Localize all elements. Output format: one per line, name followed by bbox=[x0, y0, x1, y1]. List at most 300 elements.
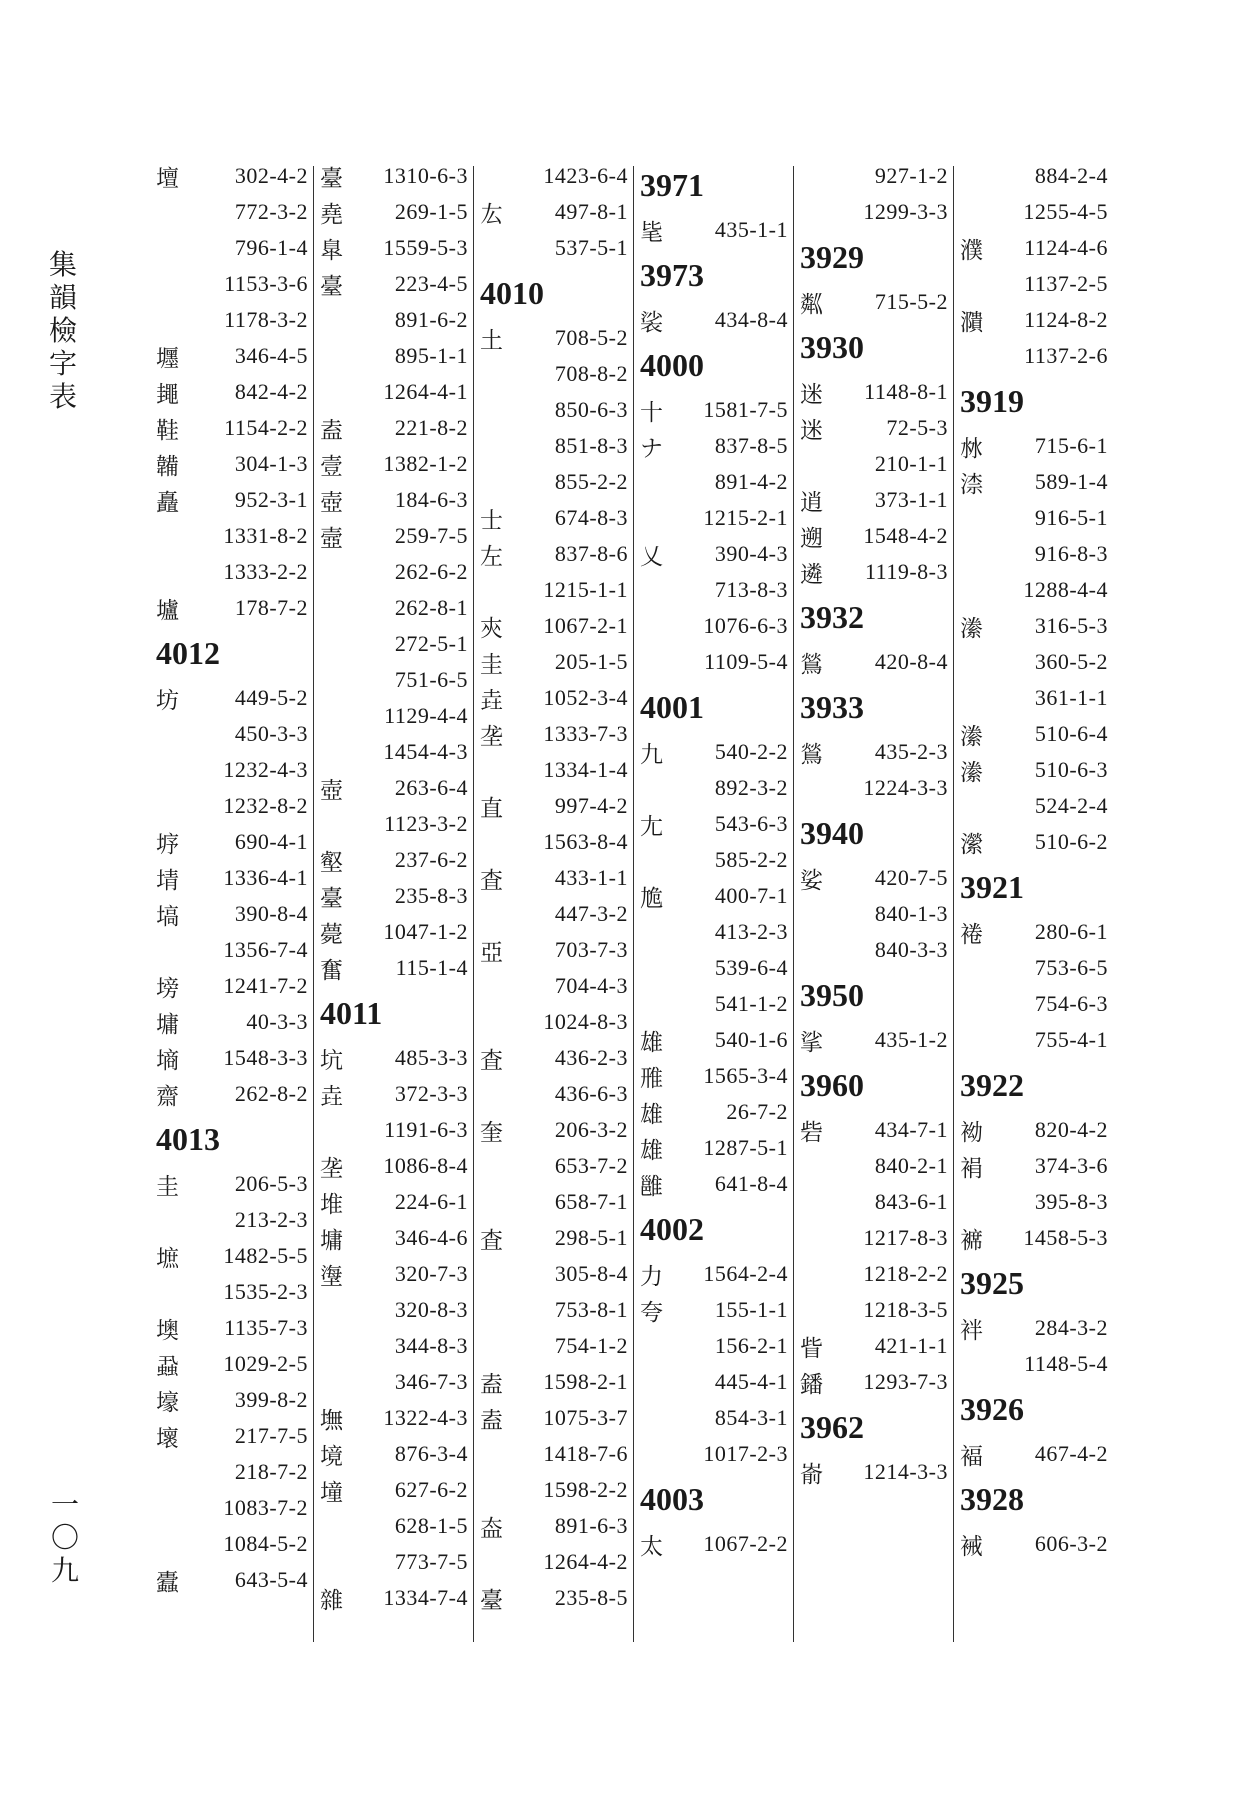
entry-character: 迷 bbox=[800, 381, 823, 408]
entry-character: 埥 bbox=[156, 867, 179, 894]
index-entry bbox=[320, 1256, 470, 1292]
entry-character: 壥 bbox=[156, 345, 179, 372]
index-entry bbox=[800, 860, 950, 896]
entry-character: 尢 bbox=[640, 813, 663, 840]
entry-reference: 1148-8-1 bbox=[864, 379, 948, 404]
entry-character: 墥 bbox=[320, 1479, 343, 1506]
entry-reference: 837-8-6 bbox=[554, 541, 628, 566]
index-entry bbox=[640, 1256, 790, 1292]
index-entry bbox=[156, 518, 310, 554]
entry-character: 臺 bbox=[320, 885, 343, 912]
entry-reference: 892-3-2 bbox=[714, 775, 788, 800]
section-heading: 3919 bbox=[960, 382, 1024, 419]
entry-reference: 320-8-3 bbox=[394, 1297, 468, 1322]
entry-reference: 420-7-5 bbox=[874, 865, 948, 890]
entry-reference: 524-2-4 bbox=[1034, 793, 1108, 818]
index-entry bbox=[480, 536, 630, 572]
entry-character: 太 bbox=[640, 1533, 663, 1560]
entry-character: 垿 bbox=[156, 831, 179, 858]
index-entry bbox=[320, 302, 470, 338]
entry-reference: 1333-2-2 bbox=[223, 559, 308, 584]
index-entry bbox=[800, 446, 950, 482]
entry-character: 墉 bbox=[156, 1011, 179, 1038]
index-entry bbox=[320, 446, 470, 482]
index-entry bbox=[320, 1328, 470, 1364]
index-entry bbox=[800, 284, 950, 320]
page-number: 一〇九 bbox=[50, 1488, 79, 1587]
index-entry bbox=[320, 482, 470, 518]
index-entry bbox=[480, 572, 630, 608]
entry-reference: 1148-5-4 bbox=[1024, 1351, 1108, 1376]
entry-reference: 436-2-3 bbox=[554, 1045, 628, 1070]
entry-reference: 1565-3-4 bbox=[703, 1063, 788, 1088]
entry-character: 査 bbox=[480, 1047, 503, 1074]
index-entry bbox=[320, 230, 470, 266]
entry-reference: 433-1-1 bbox=[554, 865, 628, 890]
entry-reference: 589-1-4 bbox=[1034, 469, 1108, 494]
entry-reference: 305-8-4 bbox=[554, 1261, 628, 1286]
entry-reference: 72-5-3 bbox=[886, 415, 948, 440]
section-heading: 3973 bbox=[640, 256, 704, 293]
entry-character: 乂 bbox=[640, 543, 663, 570]
index-entry bbox=[480, 356, 630, 392]
index-entry bbox=[480, 464, 630, 500]
entry-reference: 754-1-2 bbox=[554, 1333, 628, 1358]
index-entry bbox=[640, 986, 790, 1022]
entry-reference: 1264-4-1 bbox=[383, 379, 468, 404]
index-entry bbox=[640, 500, 790, 536]
entry-character: 㚒 bbox=[480, 615, 503, 642]
entry-character: 垚 bbox=[320, 1083, 343, 1110]
entry-reference: 1482-5-5 bbox=[223, 1243, 308, 1268]
entry-reference: 1535-2-3 bbox=[223, 1279, 308, 1304]
entry-character: 鶑 bbox=[800, 651, 823, 678]
entry-reference: 850-6-3 bbox=[554, 397, 628, 422]
entry-character: 壼 bbox=[320, 525, 343, 552]
index-entry bbox=[156, 230, 310, 266]
index-entry bbox=[320, 1040, 470, 1076]
index-entry bbox=[320, 698, 470, 734]
entry-reference: 1086-8-4 bbox=[383, 1153, 468, 1178]
entry-reference: 449-5-2 bbox=[234, 685, 308, 710]
entry-character: 盍 bbox=[480, 1371, 503, 1398]
entry-character: 瀠 bbox=[960, 831, 983, 858]
entry-character: 雄 bbox=[640, 1101, 663, 1128]
section-heading: 4011 bbox=[320, 994, 383, 1031]
entry-reference: 178-7-2 bbox=[234, 595, 308, 620]
index-entry bbox=[156, 302, 310, 338]
entry-reference: 843-6-1 bbox=[874, 1189, 948, 1214]
entry-reference: 298-5-1 bbox=[554, 1225, 628, 1250]
entry-reference: 420-8-4 bbox=[874, 649, 948, 674]
entry-reference: 115-1-4 bbox=[395, 955, 468, 980]
entry-character: 盍 bbox=[320, 417, 343, 444]
index-entry bbox=[480, 428, 630, 464]
index-entry bbox=[320, 1112, 470, 1148]
index-entry bbox=[480, 1580, 630, 1616]
index-entry bbox=[320, 194, 470, 230]
entry-character: 尯 bbox=[640, 885, 663, 912]
entry-reference: 1336-4-1 bbox=[223, 865, 308, 890]
entry-reference: 1123-3-2 bbox=[384, 811, 468, 836]
entry-reference: 895-1-1 bbox=[394, 343, 468, 368]
index-entry bbox=[960, 302, 1110, 338]
entry-character: 壚 bbox=[156, 597, 179, 624]
entry-character: 厷 bbox=[480, 201, 503, 228]
entry-character: 挲 bbox=[800, 1029, 823, 1056]
entry-reference: 1310-6-3 bbox=[383, 163, 468, 188]
index-entry bbox=[320, 410, 470, 446]
entry-reference: 754-6-3 bbox=[1034, 991, 1108, 1016]
entry-reference: 796-1-4 bbox=[234, 235, 308, 260]
entry-reference: 223-4-5 bbox=[394, 271, 468, 296]
entry-reference: 390-8-4 bbox=[234, 901, 308, 926]
index-entry bbox=[960, 680, 1110, 716]
section-heading: 4003 bbox=[640, 1480, 704, 1517]
index-entry bbox=[480, 1112, 630, 1148]
index-entry bbox=[480, 1040, 630, 1076]
entry-character: 齋 bbox=[156, 1083, 179, 1110]
entry-reference: 1322-4-3 bbox=[383, 1405, 468, 1430]
index-entry bbox=[640, 1400, 790, 1436]
index-entry bbox=[640, 842, 790, 878]
entry-reference: 1217-8-3 bbox=[863, 1225, 948, 1250]
entry-reference: 374-3-6 bbox=[1034, 1153, 1108, 1178]
entry-reference: 840-2-1 bbox=[874, 1153, 948, 1178]
index-entry bbox=[320, 518, 470, 554]
entry-character: 力 bbox=[640, 1263, 663, 1290]
index-entry bbox=[800, 518, 950, 554]
index-entry bbox=[320, 806, 470, 842]
index-entry bbox=[156, 788, 310, 824]
entry-character: 垄 bbox=[480, 723, 503, 750]
entry-reference: 1423-6-4 bbox=[543, 163, 628, 188]
entry-reference: 753-6-5 bbox=[1034, 955, 1108, 980]
entry-reference: 1129-4-4 bbox=[384, 703, 468, 728]
entry-character: 壹 bbox=[320, 453, 343, 480]
entry-reference: 540-2-2 bbox=[714, 739, 788, 764]
entry-reference: 262-6-2 bbox=[394, 559, 468, 584]
entry-reference: 1076-6-3 bbox=[703, 613, 788, 638]
entry-reference: 1047-1-2 bbox=[383, 919, 468, 944]
entry-reference: 1075-3-7 bbox=[543, 1405, 628, 1430]
index-entry bbox=[640, 1130, 790, 1166]
index-entry bbox=[320, 1508, 470, 1544]
entry-reference: 1024-8-3 bbox=[543, 1009, 628, 1034]
entry-character: 濻 bbox=[960, 309, 983, 336]
entry-character: 壺 bbox=[320, 489, 343, 516]
entry-reference: 755-4-1 bbox=[1034, 1027, 1108, 1052]
entry-character: 奎 bbox=[480, 1119, 503, 1146]
index-entry bbox=[480, 158, 630, 194]
index-entry bbox=[480, 896, 630, 932]
section-heading: 3929 bbox=[800, 238, 864, 275]
index-entry bbox=[320, 1544, 470, 1580]
entry-reference: 1119-8-3 bbox=[864, 559, 948, 584]
index-entry bbox=[960, 608, 1110, 644]
entry-reference: 541-1-2 bbox=[714, 991, 788, 1016]
entry-reference: 1232-4-3 bbox=[223, 757, 308, 782]
section-heading: 4000 bbox=[640, 346, 704, 383]
index-entry bbox=[320, 590, 470, 626]
entry-reference: 1215-1-1 bbox=[543, 577, 628, 602]
entry-reference: 1255-4-5 bbox=[1023, 199, 1108, 224]
entry-character: 坊 bbox=[156, 687, 179, 714]
entry-reference: 284-3-2 bbox=[1034, 1315, 1108, 1340]
entry-character: 壺 bbox=[320, 777, 343, 804]
entry-reference: 346-4-6 bbox=[394, 1225, 468, 1250]
entry-character: 堯 bbox=[320, 201, 343, 228]
entry-character: 臺 bbox=[320, 165, 343, 192]
entry-character: 袎 bbox=[960, 1119, 983, 1146]
entry-reference: 1232-8-2 bbox=[223, 793, 308, 818]
index-entry bbox=[800, 1256, 950, 1292]
index-entry bbox=[156, 1238, 310, 1274]
entry-character: 濮 bbox=[960, 237, 983, 264]
entry-reference: 708-5-2 bbox=[554, 325, 628, 350]
entry-character: 韛 bbox=[156, 453, 179, 480]
index-entry bbox=[800, 1220, 950, 1256]
index-entry bbox=[320, 1580, 470, 1616]
entry-reference: 510-6-3 bbox=[1034, 757, 1108, 782]
entry-reference: 280-6-1 bbox=[1034, 919, 1108, 944]
index-entry bbox=[960, 230, 1110, 266]
index-entry bbox=[480, 1544, 630, 1580]
entry-reference: 237-6-2 bbox=[394, 847, 468, 872]
entry-reference: 997-4-2 bbox=[554, 793, 628, 818]
index-entry bbox=[480, 392, 630, 428]
section-heading: 3950 bbox=[800, 976, 864, 1013]
index-entry bbox=[320, 1220, 470, 1256]
index-entry bbox=[800, 374, 950, 410]
entry-reference: 1564-2-4 bbox=[703, 1261, 788, 1286]
entry-reference: 213-2-3 bbox=[234, 1207, 308, 1232]
index-entry bbox=[156, 1310, 310, 1346]
entry-reference: 26-7-2 bbox=[726, 1099, 788, 1124]
entry-reference: 891-4-2 bbox=[714, 469, 788, 494]
entry-character: 夸 bbox=[640, 1299, 663, 1326]
entry-character: 鐇 bbox=[800, 1371, 823, 1398]
index-entry bbox=[480, 194, 630, 230]
index-entry bbox=[640, 392, 790, 428]
entry-reference: 916-8-3 bbox=[1034, 541, 1108, 566]
index-entry bbox=[480, 1472, 630, 1508]
entry-reference: 1333-7-3 bbox=[543, 721, 628, 746]
section-heading: 3930 bbox=[800, 328, 864, 365]
entry-reference: 539-6-4 bbox=[714, 955, 788, 980]
entry-reference: 1548-3-3 bbox=[223, 1045, 308, 1070]
entry-reference: 1214-3-3 bbox=[863, 1459, 948, 1484]
entry-reference: 1124-8-2 bbox=[1024, 307, 1108, 332]
index-entry bbox=[800, 554, 950, 590]
entry-reference: 184-6-3 bbox=[394, 487, 468, 512]
entry-reference: 436-6-3 bbox=[554, 1081, 628, 1106]
index-entry bbox=[480, 1400, 630, 1436]
entry-character: 盇 bbox=[480, 1515, 503, 1542]
index-entry bbox=[156, 716, 310, 752]
entry-character: 圭 bbox=[480, 651, 503, 678]
index-entry bbox=[156, 1562, 310, 1598]
entry-character: 査 bbox=[480, 867, 503, 894]
entry-reference: 1598-2-2 bbox=[543, 1477, 628, 1502]
index-entry bbox=[320, 842, 470, 878]
index-entry bbox=[960, 536, 1110, 572]
index-entry bbox=[480, 500, 630, 536]
index-entry bbox=[480, 932, 630, 968]
entry-reference: 434-8-4 bbox=[714, 307, 788, 332]
index-entry bbox=[480, 1328, 630, 1364]
entry-reference: 400-7-1 bbox=[714, 883, 788, 908]
index-entry bbox=[320, 1364, 470, 1400]
entry-reference: 641-8-4 bbox=[714, 1171, 788, 1196]
entry-reference: 155-1-1 bbox=[714, 1297, 788, 1322]
entry-reference: 891-6-2 bbox=[394, 307, 468, 332]
index-entry bbox=[156, 194, 310, 230]
index-column-4 bbox=[634, 158, 794, 1658]
entry-reference: 537-5-1 bbox=[554, 235, 628, 260]
entry-character: 迷 bbox=[800, 417, 823, 444]
entry-reference: 1241-7-2 bbox=[223, 973, 308, 998]
index-entry bbox=[156, 446, 310, 482]
index-entry bbox=[320, 554, 470, 590]
index-entry bbox=[640, 1292, 790, 1328]
entry-reference: 1559-5-3 bbox=[383, 235, 468, 260]
index-entry bbox=[480, 824, 630, 860]
entry-character: 遡 bbox=[800, 525, 823, 552]
index-entry bbox=[800, 896, 950, 932]
entry-reference: 1563-8-4 bbox=[543, 829, 628, 854]
index-column-3 bbox=[474, 158, 634, 1658]
index-entry bbox=[320, 1292, 470, 1328]
entry-reference: 1581-7-5 bbox=[703, 397, 788, 422]
entry-reference: 1154-2-2 bbox=[224, 415, 308, 440]
entry-character: 臯 bbox=[320, 237, 343, 264]
entry-reference: 40-3-3 bbox=[246, 1009, 308, 1034]
entry-character: 墲 bbox=[320, 1407, 343, 1434]
index-entry bbox=[156, 1490, 310, 1526]
entry-character: 裐 bbox=[960, 1155, 983, 1182]
index-entry bbox=[320, 950, 470, 986]
entry-reference: 773-7-5 bbox=[394, 1549, 468, 1574]
entry-character: 雄 bbox=[640, 1029, 663, 1056]
entry-reference: 1287-5-1 bbox=[703, 1135, 788, 1160]
entry-reference: 884-2-4 bbox=[1034, 163, 1108, 188]
section-heading: 4001 bbox=[640, 688, 704, 725]
index-entry bbox=[480, 1508, 630, 1544]
side-title: 集韻檢字表 bbox=[48, 248, 77, 413]
entry-reference: 1382-1-2 bbox=[383, 451, 468, 476]
entry-character: 左 bbox=[480, 543, 503, 570]
entry-reference: 1224-3-3 bbox=[863, 775, 948, 800]
index-entry bbox=[480, 680, 630, 716]
entry-reference: 627-6-2 bbox=[394, 1477, 468, 1502]
entry-reference: 372-3-3 bbox=[394, 1081, 468, 1106]
entry-character: 塝 bbox=[156, 975, 179, 1002]
entry-reference: 1137-2-6 bbox=[1024, 343, 1108, 368]
section-heading: 3926 bbox=[960, 1390, 1024, 1427]
index-entry bbox=[156, 554, 310, 590]
entry-reference: 1356-7-4 bbox=[223, 937, 308, 962]
index-entry bbox=[320, 1472, 470, 1508]
entry-reference: 361-1-1 bbox=[1034, 685, 1108, 710]
entry-character: 渿 bbox=[960, 471, 983, 498]
entry-reference: 854-3-1 bbox=[714, 1405, 788, 1430]
entry-reference: 304-1-3 bbox=[234, 451, 308, 476]
entry-reference: 751-6-5 bbox=[394, 667, 468, 692]
index-entry bbox=[320, 374, 470, 410]
index-entry bbox=[480, 1436, 630, 1472]
index-entry bbox=[640, 734, 790, 770]
entry-character: 褔 bbox=[960, 1443, 983, 1470]
index-entry bbox=[640, 608, 790, 644]
entry-character: 壑 bbox=[320, 849, 343, 876]
index-entry bbox=[960, 1148, 1110, 1184]
index-entry bbox=[640, 572, 790, 608]
entry-reference: 210-1-1 bbox=[874, 451, 948, 476]
entry-reference: 395-8-3 bbox=[1034, 1189, 1108, 1214]
entry-reference: 320-7-3 bbox=[394, 1261, 468, 1286]
entry-character: 士 bbox=[480, 507, 503, 534]
entry-reference: 346-4-5 bbox=[234, 343, 308, 368]
index-entry bbox=[640, 1058, 790, 1094]
index-entry bbox=[960, 914, 1110, 950]
index-entry bbox=[156, 410, 310, 446]
index-entry bbox=[800, 410, 950, 446]
index-entry bbox=[960, 338, 1110, 374]
entry-reference: 156-2-1 bbox=[714, 1333, 788, 1358]
index-entry bbox=[156, 158, 310, 194]
index-entry bbox=[640, 1022, 790, 1058]
index-entry bbox=[960, 1310, 1110, 1346]
section-heading: 3960 bbox=[800, 1066, 864, 1103]
index-entry bbox=[156, 1274, 310, 1310]
index-entry bbox=[640, 464, 790, 500]
index-entry bbox=[960, 572, 1110, 608]
index-entry bbox=[640, 878, 790, 914]
index-entry bbox=[800, 1454, 950, 1490]
index-entry bbox=[156, 266, 310, 302]
entry-character: 眥 bbox=[800, 1335, 823, 1362]
index-entry bbox=[156, 338, 310, 374]
entry-reference: 1458-5-3 bbox=[1023, 1225, 1108, 1250]
entry-character: 裟 bbox=[640, 309, 663, 336]
index-entry bbox=[320, 266, 470, 302]
entry-character: 袢 bbox=[960, 1317, 983, 1344]
index-entry bbox=[800, 932, 950, 968]
entry-character: 雄 bbox=[640, 1137, 663, 1164]
index-entry bbox=[156, 1526, 310, 1562]
entry-reference: 1264-4-2 bbox=[543, 1549, 628, 1574]
entry-reference: 1218-2-2 bbox=[863, 1261, 948, 1286]
entry-character: 粼 bbox=[800, 291, 823, 318]
entry-reference: 753-8-1 bbox=[554, 1297, 628, 1322]
index-entry bbox=[156, 896, 310, 932]
entry-character: 臺 bbox=[320, 273, 343, 300]
index-entry bbox=[480, 608, 630, 644]
entry-reference: 485-3-3 bbox=[394, 1045, 468, 1070]
index-entry bbox=[156, 860, 310, 896]
index-entry bbox=[640, 644, 790, 680]
entry-character: 墉 bbox=[320, 1227, 343, 1254]
entry-reference: 1334-7-4 bbox=[383, 1585, 468, 1610]
index-entry bbox=[800, 1364, 950, 1400]
index-entry bbox=[960, 1436, 1110, 1472]
index-entry bbox=[480, 1184, 630, 1220]
entry-character: 墺 bbox=[156, 1317, 179, 1344]
entry-character: 遴 bbox=[800, 561, 823, 588]
entry-reference: 715-6-1 bbox=[1034, 433, 1108, 458]
entry-reference: 224-6-1 bbox=[394, 1189, 468, 1214]
